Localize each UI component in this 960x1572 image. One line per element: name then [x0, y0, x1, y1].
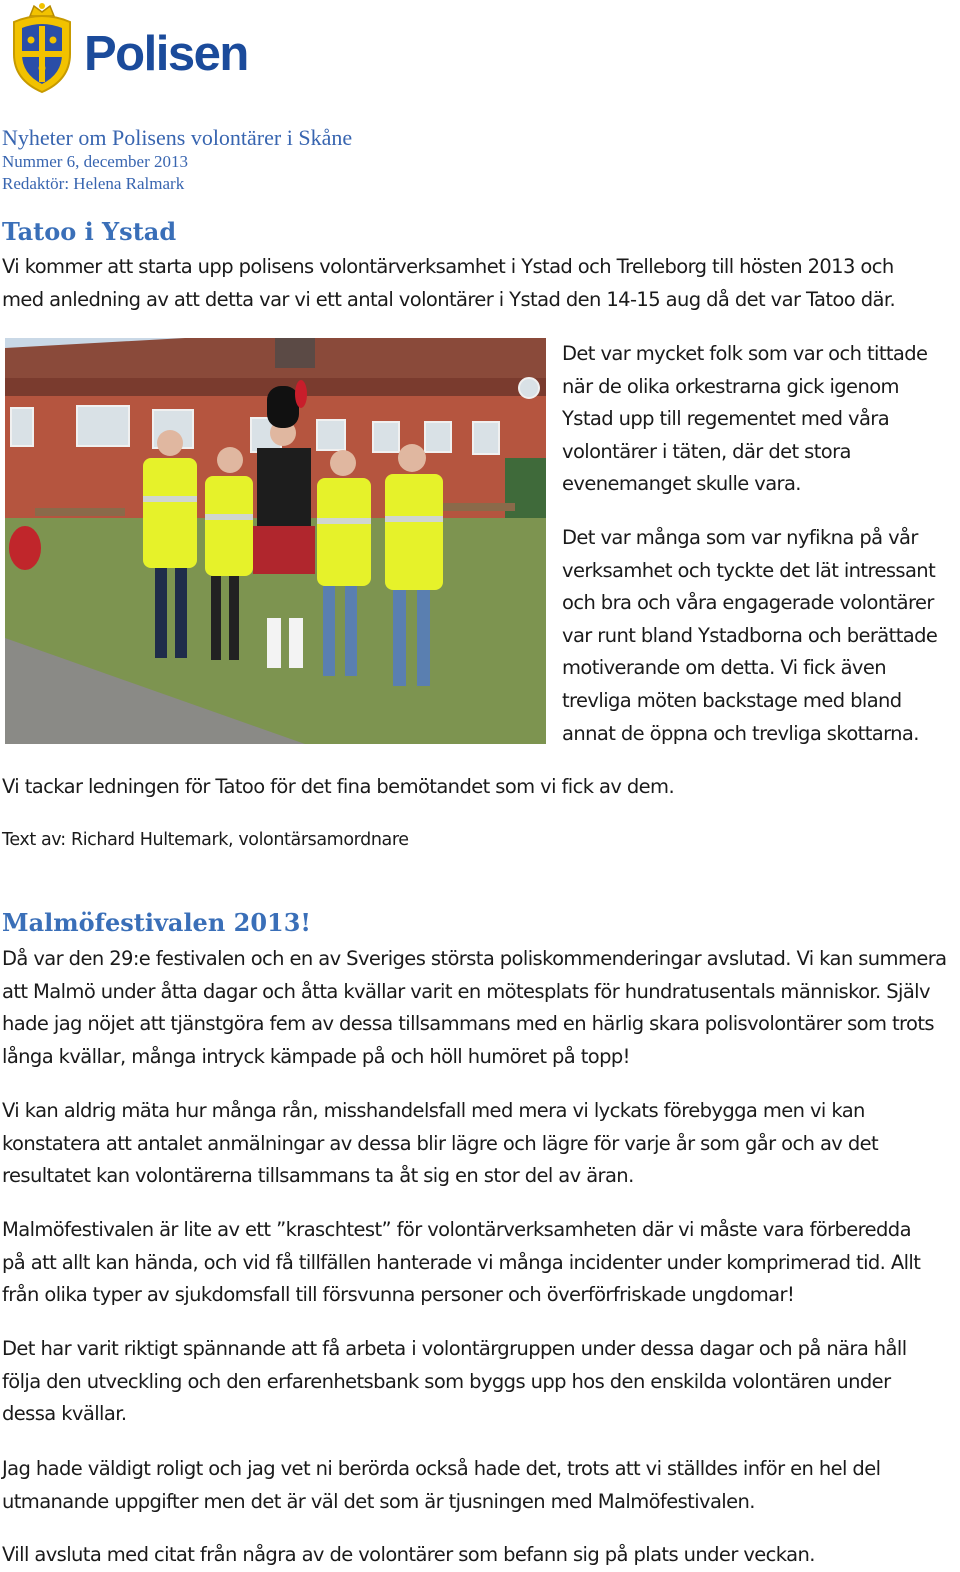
polisen-logo	[4, 2, 248, 94]
article1-byline: Text av: Richard Hultemark, volontärsamordnare	[2, 830, 409, 850]
masthead	[2, 125, 352, 195]
text-line: trevliga möten backstage med bland	[562, 688, 902, 712]
text-line: Malmöfestivalen är lite av ett ”kraschtest” för volontärverksamheten där vi måste vara förberedda	[2, 1218, 911, 1241]
article2-paragraph-6	[2, 1539, 815, 1572]
text-line: långa kvällar, många intryck kämpade på och höll humöret på topp!	[2, 1044, 630, 1068]
editor: Redaktör: Helena Ralmark	[2, 174, 185, 193]
text-line: motiverande om detta. Vi fick även	[562, 656, 887, 680]
text-line: annat de öppna och trevliga skottarna.	[562, 721, 919, 745]
text-line: evenemanget skulle vara.	[562, 472, 801, 496]
text-line: Det har varit riktigt spännande att få arbeta i volontärgruppen under dessa dagar och på nära håll	[2, 1337, 907, 1360]
volunteers-photo	[5, 338, 546, 744]
text-line: hade jag nöjet att tjänstgöra fem av dessa tillsammans med en härlig skara polisvolontärer som trots	[2, 1012, 934, 1036]
article1-side-paragraph-1	[562, 338, 957, 501]
text-line: Det var mycket folk som var och tittade	[562, 342, 928, 365]
text-line: var runt bland Ystadborna och berättade	[562, 623, 938, 647]
article2-paragraph-4	[2, 1333, 907, 1431]
text-line: volontärer i täten, där det stora	[562, 439, 851, 463]
text-line: Då var den 29:e festivalen och en av Sveriges största poliskommenderingar avslutad. Vi kan summera	[2, 947, 947, 970]
text-line: Jag hade väldigt roligt och jag vet ni berörda också hade det, trots att vi ställdes inför en hel del	[2, 1457, 881, 1480]
logo-text: Polisen	[84, 27, 248, 81]
article-title-malmofestivalen: Malmöfestivalen 2013!	[2, 908, 311, 937]
text-line: följa den utveckling och den erfarenhetsbank som byggs upp hos den enskilda volontären under	[2, 1369, 891, 1393]
article1-side-paragraph-2	[562, 522, 957, 750]
newsletter-title: Nyheter om Polisens volontärer i Skåne	[2, 125, 353, 150]
text-line: Det var många som var nyfikna på vår	[562, 526, 918, 549]
text-line: från olika typer av sjukdomsfall till försvunna personer och överförfriskade ungdomar!	[2, 1283, 795, 1307]
article2-paragraph-5	[2, 1453, 880, 1518]
text-line: med anledning av att detta var vi ett antal volontärer i Ystad den 14-15 aug då det var Tatoo där.	[2, 287, 896, 311]
text-line: att Malmö under åtta dagar och åtta kvällar varit en mötesplats för hundratusentals människor. Själv	[2, 979, 930, 1003]
article2-paragraph-2	[2, 1095, 878, 1193]
text-line: och bra och våra engagerade volontärer	[562, 591, 934, 615]
text-line: på att allt kan hända, och vid få tillfällen hanterade vi många incidenter under komprimerad tid. Allt	[2, 1250, 921, 1274]
text-line: verksamhet och tyckte det lät intressant	[562, 558, 936, 582]
article-title-tatoo: Tatoo i Ystad	[2, 217, 177, 246]
text-line: Vill avsluta med citat från några av de volontärer som befann sig på plats under veckan.	[2, 1543, 815, 1566]
article2-paragraph-1	[2, 943, 947, 1073]
article2-paragraph-3	[2, 1214, 920, 1312]
text-line: dessa kvällar.	[2, 1402, 127, 1426]
text-line: när de olika orkestrarna gick igenom	[562, 374, 899, 398]
issue-number: Nummer 6, december 2013	[2, 152, 188, 171]
text-line: utmanande uppgifter men det är väl det som är tjusningen med Malmöfestivalen.	[2, 1489, 755, 1513]
text-line: Vi kan aldrig mäta hur många rån, misshandelsfall med mera vi lyckats förebygga men vi kan	[2, 1099, 865, 1122]
article1-intro	[2, 251, 895, 316]
police-emblem-icon	[4, 2, 80, 94]
text-line: Ystad upp till regementet med våra	[562, 407, 890, 431]
article1-thanks: Vi tackar ledningen för Tatoo för det fina bemötandet som vi fick av dem.	[2, 775, 675, 798]
text-line: resultatet kan volontärerna tillsammans ta åt sig en stor del av äran.	[2, 1164, 634, 1188]
text-line: konstatera att antalet anmälningar av dessa blir lägre och lägre för varje år som går och av det	[2, 1131, 879, 1155]
text-line: Vi kommer att starta upp polisens volontärverksamhet i Ystad och Trelleborg till hösten 2013 och	[2, 255, 894, 278]
